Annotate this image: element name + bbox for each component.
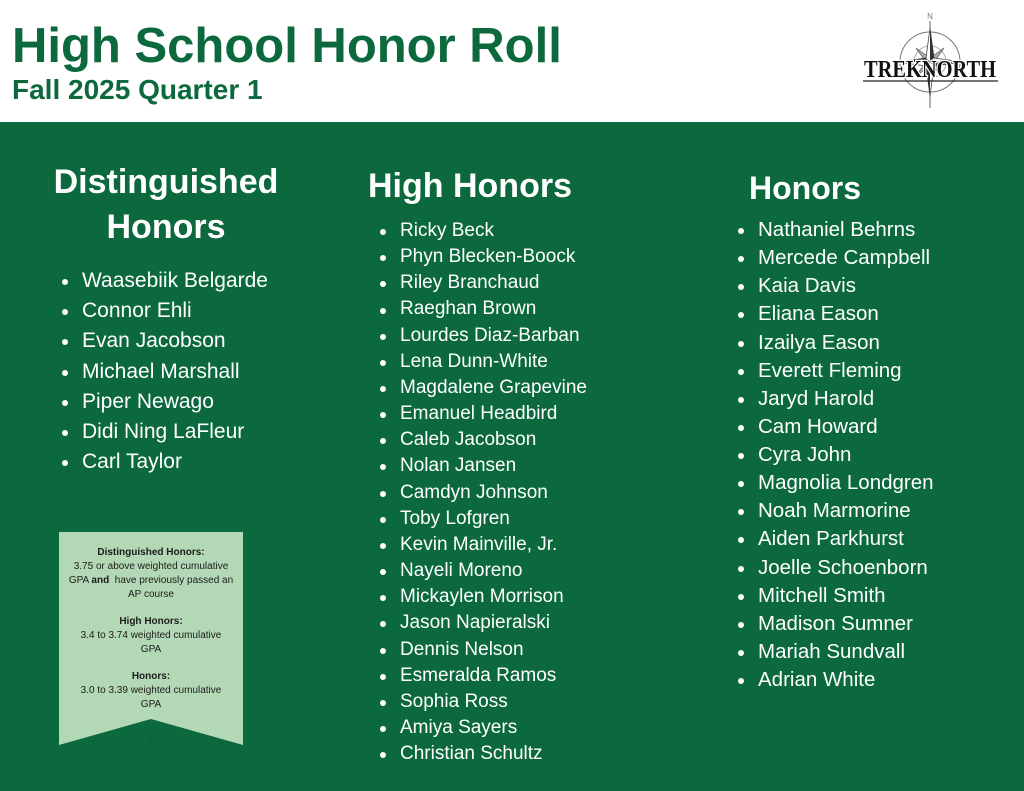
honoree-name: Jason Napieralski xyxy=(400,610,587,636)
honoree-name: Adrian White xyxy=(758,666,934,694)
criteria-description xyxy=(66,560,236,602)
honoree-name: Connor Ehli xyxy=(82,296,268,326)
honoree-name: Magnolia Londgren xyxy=(758,469,934,497)
criteria-honors xyxy=(59,670,243,712)
honor-roll-panel xyxy=(0,122,1024,791)
criteria-trailing-mark: . xyxy=(149,731,153,742)
criteria-title: Distinguished Honors: xyxy=(97,547,205,558)
honoree-name: Christian Schultz xyxy=(400,741,587,767)
honoree-name: Esmeralda Ramos xyxy=(400,663,587,689)
honoree-name: Piper Newago xyxy=(82,387,268,417)
high-honors-heading: High Honors xyxy=(368,166,572,205)
honoree-name: Sophia Ross xyxy=(400,689,587,715)
criteria-description: 3.0 to 3.39 weighted cumulative GPA xyxy=(80,685,222,710)
honoree-name: Madison Sumner xyxy=(758,610,934,638)
honoree-name: Nolan Jansen xyxy=(400,453,587,479)
honoree-name: Didi Ning LaFleur xyxy=(82,417,268,447)
honoree-name: Magdalene Grapevine xyxy=(400,375,587,401)
honoree-name: Mariah Sundvall xyxy=(758,638,934,666)
criteria-distinguished-honors xyxy=(59,546,243,602)
criteria-text-after: have previously passed an AP course xyxy=(109,575,236,600)
honoree-name: Cam Howard xyxy=(758,413,934,441)
honor-criteria-text xyxy=(59,546,243,744)
honoree-name: Emanuel Headbird xyxy=(400,401,587,427)
honoree-name: Izailya Eason xyxy=(758,329,934,357)
honoree-name: Caleb Jacobson xyxy=(400,427,587,453)
honoree-name: Nayeli Moreno xyxy=(400,558,587,584)
honoree-name: Michael Marshall xyxy=(82,357,268,387)
honoree-name: Toby Lofgren xyxy=(400,506,587,532)
compass-north-label: N xyxy=(927,12,933,21)
honoree-name: Lourdes Diaz-Barban xyxy=(400,323,587,349)
honoree-name: Joelle Schoenborn xyxy=(758,554,934,582)
school-logo xyxy=(860,10,1002,112)
criteria-text-before: 3.75 or above weighted cumulative GPA xyxy=(68,561,232,586)
honoree-name: Amiya Sayers xyxy=(400,715,587,741)
criteria-high-honors xyxy=(59,615,243,657)
honoree-name: Noah Marmorine xyxy=(758,497,934,525)
criteria-description: 3.4 to 3.74 weighted cumulative GPA xyxy=(80,630,222,655)
honoree-name: Nathaniel Behrns xyxy=(758,216,934,244)
honoree-name: Carl Taylor xyxy=(82,447,268,477)
honoree-name: Mitchell Smith xyxy=(758,582,934,610)
high-honors-list xyxy=(400,218,587,767)
honoree-name: Kevin Mainville, Jr. xyxy=(400,532,587,558)
criteria-title: High Honors: xyxy=(119,616,183,627)
criteria-title: Honors: xyxy=(131,671,171,682)
honoree-name: Ricky Beck xyxy=(400,218,587,244)
honoree-name: Phyn Blecken-Boock xyxy=(400,244,587,270)
honoree-name: Eliana Eason xyxy=(758,300,934,328)
page-subtitle: Fall 2025 Quarter 1 xyxy=(12,74,263,105)
honoree-name: Mickaylen Morrison xyxy=(400,584,587,610)
honoree-name: Camdyn Johnson xyxy=(400,480,587,506)
honoree-name: Mercede Campbell xyxy=(758,244,934,272)
honoree-name: Kaia Davis xyxy=(758,272,934,300)
honoree-name: Waasebiik Belgarde xyxy=(82,266,268,296)
distinguished-honors-list xyxy=(82,266,268,477)
honoree-name: Dennis Nelson xyxy=(400,637,587,663)
honors-list xyxy=(758,216,934,694)
logo-wordmark: TREKNORTH xyxy=(864,57,997,83)
honoree-name: Everett Fleming xyxy=(758,357,934,385)
honors-heading: Honors xyxy=(749,169,861,206)
honoree-name: Lena Dunn-White xyxy=(400,349,587,375)
honoree-name: Raeghan Brown xyxy=(400,296,587,322)
criteria-emphasis: and xyxy=(91,575,110,586)
page-header xyxy=(0,0,1024,122)
honoree-name: Riley Branchaud xyxy=(400,270,587,296)
distinguished-honors-heading: Distinguished Honors xyxy=(53,162,279,246)
honoree-name: Aiden Parkhurst xyxy=(758,525,934,553)
honoree-name: Cyra John xyxy=(758,441,934,469)
honoree-name: Evan Jacobson xyxy=(82,326,268,356)
honoree-name: Jaryd Harold xyxy=(758,385,934,413)
page-title: High School Honor Roll xyxy=(12,18,562,73)
